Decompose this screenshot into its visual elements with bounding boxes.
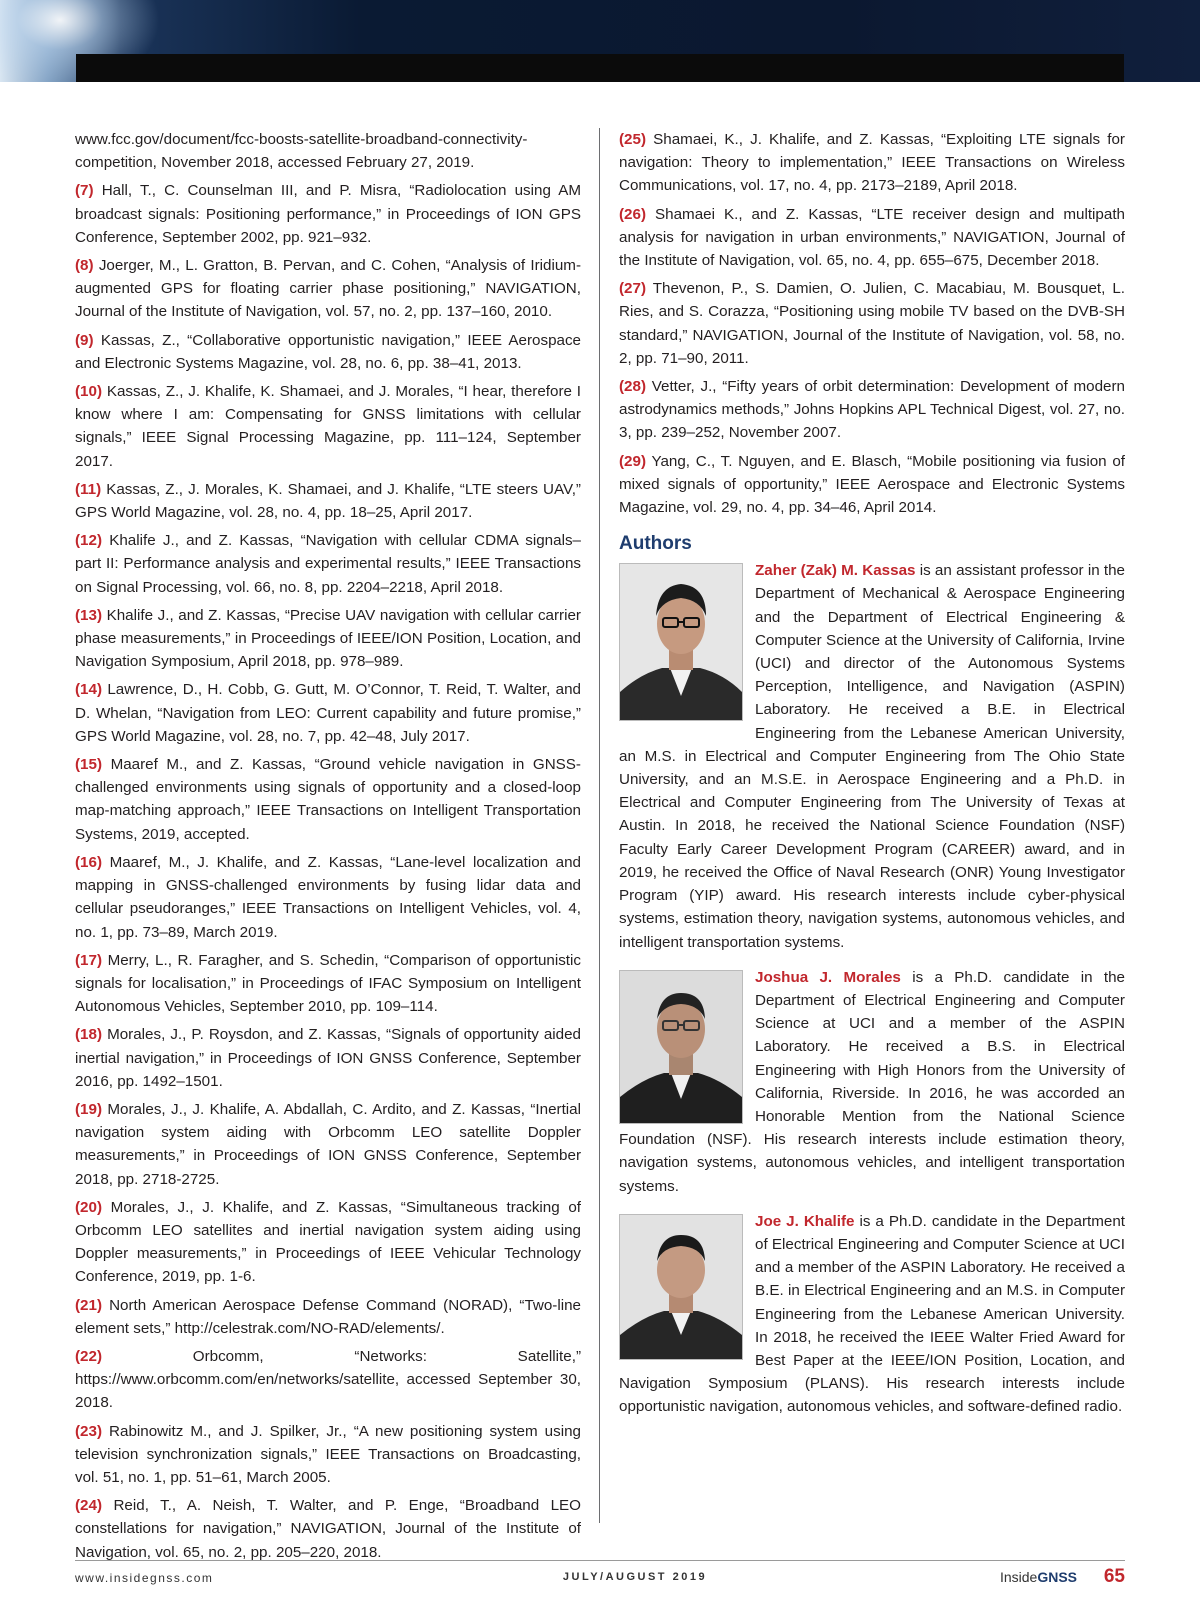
reference-item (75, 678, 581, 748)
reference-text: www.fcc.gov/document/fcc-boosts-satellite-broadband-connectivity-competition, November 2018, accessed February 27, 2019. (75, 131, 528, 172)
reference-text: Kassas, Z., J. Morales, K. Shamaei, and J. Khalife, “LTE steers UAV,” GPS World Magazine, vol. 28, no. 4, pp. 18–25, April 2017. (75, 480, 581, 522)
reference-number: (29) (619, 452, 647, 470)
reference-item (75, 529, 581, 599)
author-name-kassas: Zaher (Zak) M. Kassas (755, 562, 916, 580)
reference-number: (21) (75, 1296, 103, 1314)
reference-text: Joerger, M., L. Gratton, B. Pervan, and C. Cohen, “Analysis of Iridium-augmented GPS for floating carrier phase positioning,” NAVIGATION, Journal of the Institute of Navigation, vol. 57, no. 2, pp. 137–160, 2010. (75, 257, 581, 321)
author-photo-kassas (619, 563, 743, 721)
page-number: 65 (1103, 1566, 1125, 1587)
reference-text: Yang, C., T. Nguyen, and E. Blasch, “Mobile positioning via fusion of mixed signals of opportunity,” IEEE Aerospace and Electronic Systems Magazine, vol. 29, no. 4, pp. 34–46, April 2014. (619, 452, 1125, 517)
reference-list-right (619, 128, 1125, 519)
footer-brand-prefix: Inside (999, 1569, 1038, 1585)
reference-item (619, 450, 1125, 520)
reference-text: Merry, L., R. Faragher, and S. Schedin, “Comparison of opportunistic signals for localisation,” in Proceedings of IFAC Symposium on Intelligent Autonomous Vehicles, September 2010, pp. 109–114. (75, 951, 581, 1016)
reference-item (75, 1294, 581, 1340)
author-bio-morales (619, 966, 1125, 1198)
author-bio-khalife (619, 1210, 1125, 1419)
reference-number: (20) (75, 1198, 103, 1216)
reference-text: Shamaei K., and Z. Kassas, “LTE receiver design and multipath analysis for navigation in urban environments,” NAVIGATION, Journal of the Institute of Navigation, vol. 65, no. 4, pp. 655–675, December 2018. (619, 205, 1125, 270)
reference-number: (16) (75, 853, 103, 871)
author-photo-khalife (619, 1214, 743, 1360)
reference-item (619, 203, 1125, 273)
reference-number: (14) (75, 681, 103, 699)
authors-heading: Authors (619, 533, 692, 555)
right-column (619, 128, 1125, 1431)
reference-item (75, 604, 581, 674)
header-banner (0, 0, 1200, 82)
reference-text: Rabinowitz M., and J. Spilker, Jr., “A new positioning system using television synchronization signals,” IEEE Transactions on Broadcasting, vol. 51, no. 1, pp. 51–61, March 2005. (75, 1422, 581, 1486)
reference-number: (24) (75, 1497, 103, 1515)
reference-text: Hall, T., C. Counselman III, and P. Misra, “Radiolocation using AM broadcast signals: Positioning performance,” in Proceedings of ION GPS Conference, September 2002, pp. 921–932. (75, 182, 581, 246)
reference-text: Morales, J., J. Khalife, and Z. Kassas, “Simultaneous tracking of Orbcomm LEO satellites and inertial navigation system aiding using Doppler measurements,” in Proceedings of IEEE Vehicular Technology Conference, 2019, pp. 1-6. (75, 1198, 581, 1286)
reference-text: Khalife J., and Z. Kassas, “Navigation with cellular CDMA signals– part II: Performance analysis and experimental results,” IEEE Transactions on Signal Processing, vol. 66, no. 8, pp. 2204–2218, April 2018. (75, 532, 581, 596)
reference-number: (27) (619, 280, 647, 298)
reference-number: (25) (619, 131, 647, 148)
footer-issue: JULY/AUGUST 2019 (562, 1571, 708, 1583)
reference-item (75, 851, 581, 944)
author-photo-morales (619, 970, 743, 1124)
reference-item (619, 375, 1125, 445)
reference-number: (11) (75, 480, 102, 498)
reference-text: Maaref, M., J. Khalife, and Z. Kassas, “Lane-level localization and mapping in GNSS-challenged environments by fusing lidar data and cellular pseudoranges,” IEEE Transactions on Intelligent Vehicles, vol. 4, no. 1, pp. 73–89, March 2019. (75, 853, 581, 941)
reference-number: (9) (75, 331, 94, 349)
reference-text: Morales, J., J. Khalife, A. Abdallah, C. Ardito, and Z. Kassas, “Inertial navigation system aiding with Orbcomm LEO satellite Doppler measurements,” in Proceedings of ION GNSS Conference, September 2018, pp. 2718-2725. (75, 1100, 581, 1188)
reference-text: Kassas, Z., “Collaborative opportunistic navigation,” IEEE Aerospace and Electronic Systems Magazine, vol. 28, no. 6, pp. 38–41, 2013. (75, 331, 581, 372)
reference-text: Vetter, J., “Fifty years of orbit determination: Development of modern astrodynamics methods,” Johns Hopkins APL Technical Digest, vol. 27, no. 3, pp. 239–252, November 2007. (619, 378, 1125, 442)
reference-item (75, 1023, 581, 1093)
author-bio-kassas (619, 559, 1125, 953)
reference-number: (17) (75, 951, 103, 969)
reference-text: Khalife J., and Z. Kassas, “Precise UAV navigation with cellular carrier phase measurements,” in Proceedings of IEEE/ION Position, Location, and Navigation Symposium, April 2018, pp. 978–989. (75, 606, 581, 671)
reference-item (75, 1420, 581, 1490)
reference-text: Morales, J., P. Roysdon, and Z. Kassas, “Signals of opportunity aided inertial navigation,” in Proceedings of ION GNSS Conference, September 2016, pp. 1492–1501. (75, 1026, 581, 1090)
reference-number: (7) (75, 182, 94, 200)
footer-brand (1000, 1569, 1077, 1585)
reference-item (619, 128, 1125, 198)
reference-number: (10) (75, 383, 103, 401)
author-name-khalife: Joe J. Khalife (755, 1212, 855, 1230)
reference-item (75, 478, 581, 524)
footer-brand-strong: GNSS (1037, 1569, 1077, 1585)
reference-item (75, 1494, 581, 1564)
author-name-morales: Joshua J. Morales (755, 968, 901, 986)
reference-text: Thevenon, P., S. Damien, O. Julien, C. Macabiau, M. Bousquet, L. Ries, and S. Corazza, “Positioning using mobile TV based on the DVB-SH standard,” NAVIGATION, Journal of the Institute of Navigation, vol. 58, no. 2, pp. 71–90, 2011. (619, 280, 1125, 367)
reference-number: (18) (75, 1026, 103, 1044)
column-divider (599, 128, 600, 1523)
left-column (75, 128, 581, 1569)
reference-text: North American Aerospace Defense Command (NORAD), “Two-line element sets,” http://celestrak.com/NO-RAD/elements/. (75, 1296, 581, 1337)
reference-item (619, 277, 1125, 370)
footer-url: www.insidegnss.com (75, 1571, 214, 1585)
reference-text: Shamaei, K., J. Khalife, and Z. Kassas, “Exploiting LTE signals for navigation: Theory to implementation,” IEEE Transactions on Wireless Communications, vol. 17, no. 4, pp. 2173–2189, April 2018. (619, 131, 1125, 195)
reference-number: (12) (75, 532, 103, 550)
reference-number: (26) (619, 205, 647, 223)
reference-text: Orbcomm, “Networks: Satellite,” https://www.orbcomm.com/en/networks/satellite, accessed September 30, 2018. (75, 1347, 581, 1412)
reference-text: Kassas, Z., J. Khalife, K. Shamaei, and J. Morales, “I hear, therefore I know where I am: Compensating for GNSS limitations with cellular signals,” IEEE Signal Processing Magazine, pp. 111–124, September 2017. (75, 383, 581, 470)
reference-number: (15) (75, 756, 103, 774)
reference-number: (8) (75, 257, 94, 275)
banner-bar (76, 54, 1124, 82)
reference-text: Maaref M., and Z. Kassas, “Ground vehicle navigation in GNSS-challenged environments using signals of opportunity and a closed-loop map-matching approach,” IEEE Transactions on Intelligent Transportation Systems, 2019, accepted. (75, 756, 581, 843)
reference-item (75, 179, 581, 249)
reference-number: (13) (75, 606, 103, 624)
reference-item (75, 128, 581, 174)
author-bio-text-khalife: is a Ph.D. candidate in the Department of Electrical Engineering and Computer Science at UCI and a member of the ASPIN Laboratory. He received a B.E. in Electrical Engineering and an M.S. in Computer Engineering from the Lebanese American University. In 2018, he received the IEEE Walter Fried Award for Best Paper at the IEEE/ION Position, Location, and Navigation Symposium (PLANS). His research interests include opportunistic navigation, autonomous vehicles, and software-defined radio. (619, 1212, 1125, 1416)
reference-number: (23) (75, 1422, 103, 1440)
reference-item (75, 1196, 581, 1289)
reference-number: (19) (75, 1100, 103, 1118)
reference-number: (22) (75, 1347, 103, 1365)
reference-text: Reid, T., A. Neish, T. Walter, and P. Enge, “Broadband LEO constellations for navigation,” NAVIGATION, Journal of the Institute of Navigation, vol. 65, no. 2, pp. 205–220, 2018. (75, 1497, 581, 1561)
reference-item (75, 1098, 581, 1191)
reference-number: (28) (619, 378, 647, 396)
reference-item (75, 753, 581, 846)
author-bio-text-kassas: is an assistant professor in the Department of Mechanical & Aerospace Engineering and the Department of Electrical Engineering & Computer Science at the University of California, Irvine (UCI) and director of the Autonomous Systems Perception, Intelligence, and Navigation (ASPIN) Laboratory. He received a B.E. in Electrical Engineering from the Lebanese American University, an M.S. in Electrical and Computer Engineering from The Ohio State University, and an M.S.E. in Aerospace Engineering and a Ph.D. in Electrical and Computer Engineering from The University of Texas at Austin. In 2018, he received the National Science Foundation (NSF) Faculty Early Career Development Program (CAREER) award, and in 2019, he received the Office of Naval Research (ONR) Young Investigator Program (YIP) award. His research interests include cyber-physical systems, estimation theory, navigation systems, autonomous vehicles, and intelligent transportation systems. (619, 562, 1126, 951)
reference-item (75, 254, 581, 324)
author-bio-text-morales: is a Ph.D. candidate in the Department of Electrical Engineering and Computer Science at UCI and a member of the ASPIN Laboratory. He received a B.S. in Electrical Engineering with High Honors from the University of California, Riverside. In 2016, he was accorded an Honorable Mention from the National Science Foundation (NSF). His research interests include estimation theory, navigation systems, autonomous vehicles, and intelligent transportation systems. (619, 968, 1125, 1195)
reference-item (75, 329, 581, 375)
reference-item (75, 1345, 581, 1415)
reference-text: Lawrence, D., H. Cobb, G. Gutt, M. O’Connor, T. Reid, T. Walter, and D. Whelan, “Navigation from LEO: Current capability and future promise,” GPS World Magazine, vol. 28, no. 7, pp. 42–48, July 2017. (75, 681, 581, 745)
page-footer (75, 1560, 1125, 1587)
reference-item (75, 949, 581, 1019)
reference-item (75, 380, 581, 473)
